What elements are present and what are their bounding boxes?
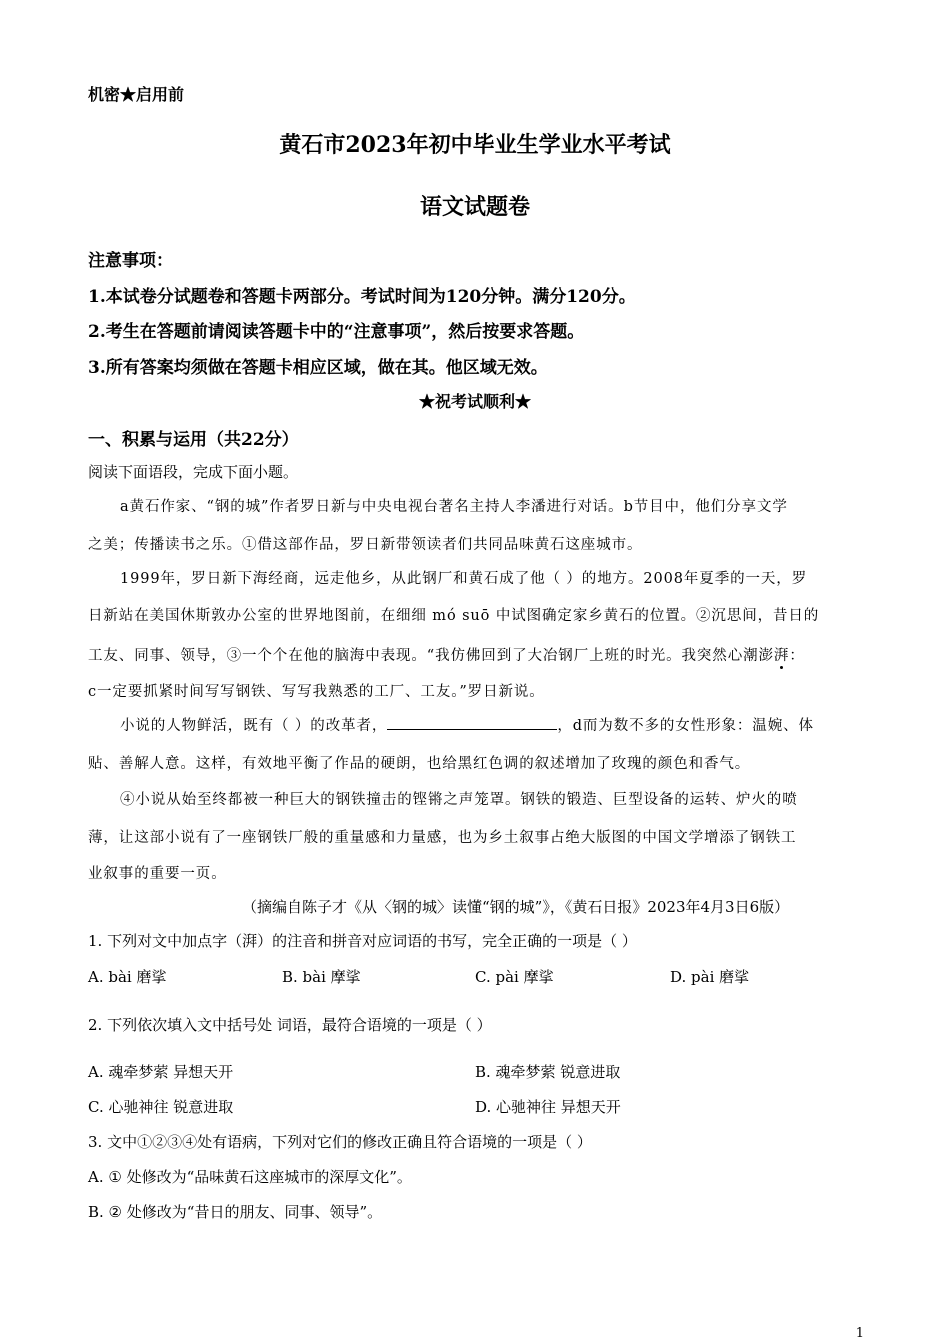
q1-option-d[interactable]: D. pài 磨挲 <box>670 968 750 986</box>
question-1-stem: 1. 下列对文中加点字（湃）的注音和拼音对应词语的书写，完全正确的一项是（ ） <box>88 932 637 950</box>
notice-item-1: 1.本试卷分试题卷和答题卡两部分。考试时间为120分钟。满分120分。 <box>88 287 636 307</box>
passage-line: a黄石作家、“钢的城”作者罗日新与中央电视台著名主持人李潘进行对话。b节目中，他们分享文学 <box>120 499 788 515</box>
passage-text: ，d而为数不多的女性形象：温婉、体 <box>557 718 814 734</box>
q2-option-a[interactable]: A. 魂牵梦萦 异想天开 <box>88 1063 234 1081</box>
passage-line: c一定要抓紧时间写写钢铁、写写我熟悉的工厂、工友。”罗日新说。 <box>88 684 545 700</box>
exam-subtitle: 语文试题卷 <box>419 194 530 220</box>
passage-source: （摘编自陈子才《从〈钢的城〉读懂“钢的城”》，《黄石日报》2023年4月3日6版） <box>242 898 790 916</box>
q3-option-b[interactable]: B. ② 处修改为“昔日的朋友、同事、领导”。 <box>88 1203 383 1221</box>
notice-item-3: 3.所有答案均须做在答题卡相应区域，做在其。他区域无效。 <box>88 358 548 378</box>
exam-title: 黄石市2023年初中毕业生学业水平考试 <box>279 132 671 158</box>
passage-line: 之美；传播读书之乐。①借这部作品，罗日新带领读者们共同品味黄石这座城市。 <box>88 537 643 553</box>
passage-line <box>88 644 805 665</box>
passage-text: 小说的人物鲜活，既有（ ）的改革者， <box>120 718 388 734</box>
q2-option-b[interactable]: B. 魂牵梦萦 锐意进取 <box>475 1063 621 1081</box>
q2-option-d[interactable]: D. 心驰神往 异想天开 <box>475 1098 621 1116</box>
q2-option-c[interactable]: C. 心驰神往 锐意进取 <box>88 1098 234 1116</box>
q1-option-b[interactable]: B. bài 摩挲 <box>282 968 361 986</box>
question-3-stem: 3. 文中①②③④处有语病，下列对它们的修改正确且符合语境的一项是（ ） <box>88 1133 592 1151</box>
passage-line: 日新站在美国休斯敦办公室的世界地图前，在细细 mó suō 中试图确定家乡黄石的位置。②沉思间，昔日的 <box>88 608 820 624</box>
q1-option-a[interactable]: A. bài 磨挲 <box>88 968 167 986</box>
passage-text: ： <box>789 648 805 664</box>
q1-option-c[interactable]: C. pài 摩挲 <box>475 968 554 986</box>
notice-item-2: 2.考生在答题前请阅读答题卡中的“注意事项”，然后按要求答题。 <box>88 322 585 342</box>
q3-option-a[interactable]: A. ① 处修改为“品味黄石这座城市的深厚文化”。 <box>88 1168 412 1186</box>
good-luck-banner: ★祝考试顺利★ <box>418 392 531 411</box>
passage-line: ④小说从始至终都被一种巨大的钢铁撞击的铿锵之声笼罩。钢铁的锻造、巨型设备的运转、炉火的喷 <box>120 792 798 808</box>
passage-line: 薄，让这部小说有了一座钢铁厂般的重量感和力量感，也为乡土叙事占绝大版图的中国文学增添了钢铁工 <box>88 830 797 846</box>
section-heading: 一、积累与运用（共22分） <box>88 430 299 450</box>
page-number: 1 <box>855 1326 864 1341</box>
fill-in-blank <box>387 717 557 730</box>
passage-line <box>120 714 814 735</box>
confidential-label: 机密★启用前 <box>88 85 185 104</box>
dotted-character: 湃 <box>773 648 790 664</box>
passage-line: 1999年，罗日新下海经商，远走他乡，从此钢厂和黄石成了他（ ）的地方。2008年夏季的一天，罗 <box>120 571 808 587</box>
question-2-stem: 2. 下列依次填入文中括号处 词语，最符合语境的一项是（ ） <box>88 1016 492 1034</box>
notice-heading: 注意事项： <box>88 251 173 271</box>
section-instruction: 阅读下面语段，完成下面小题。 <box>88 463 299 481</box>
passage-line: 业叙事的重要一页。 <box>88 866 227 882</box>
passage-line: 贴、善解人意。这样，有效地平衡了作品的硬朗，也给黑红色调的叙述增加了玫瑰的颜色和香气。 <box>88 756 751 772</box>
passage-text: 工友、同事、领导，③一个个在他的脑海中表现。“我仿佛回到了大冶钢厂上班的时光。我突然心潮澎 <box>88 648 774 664</box>
